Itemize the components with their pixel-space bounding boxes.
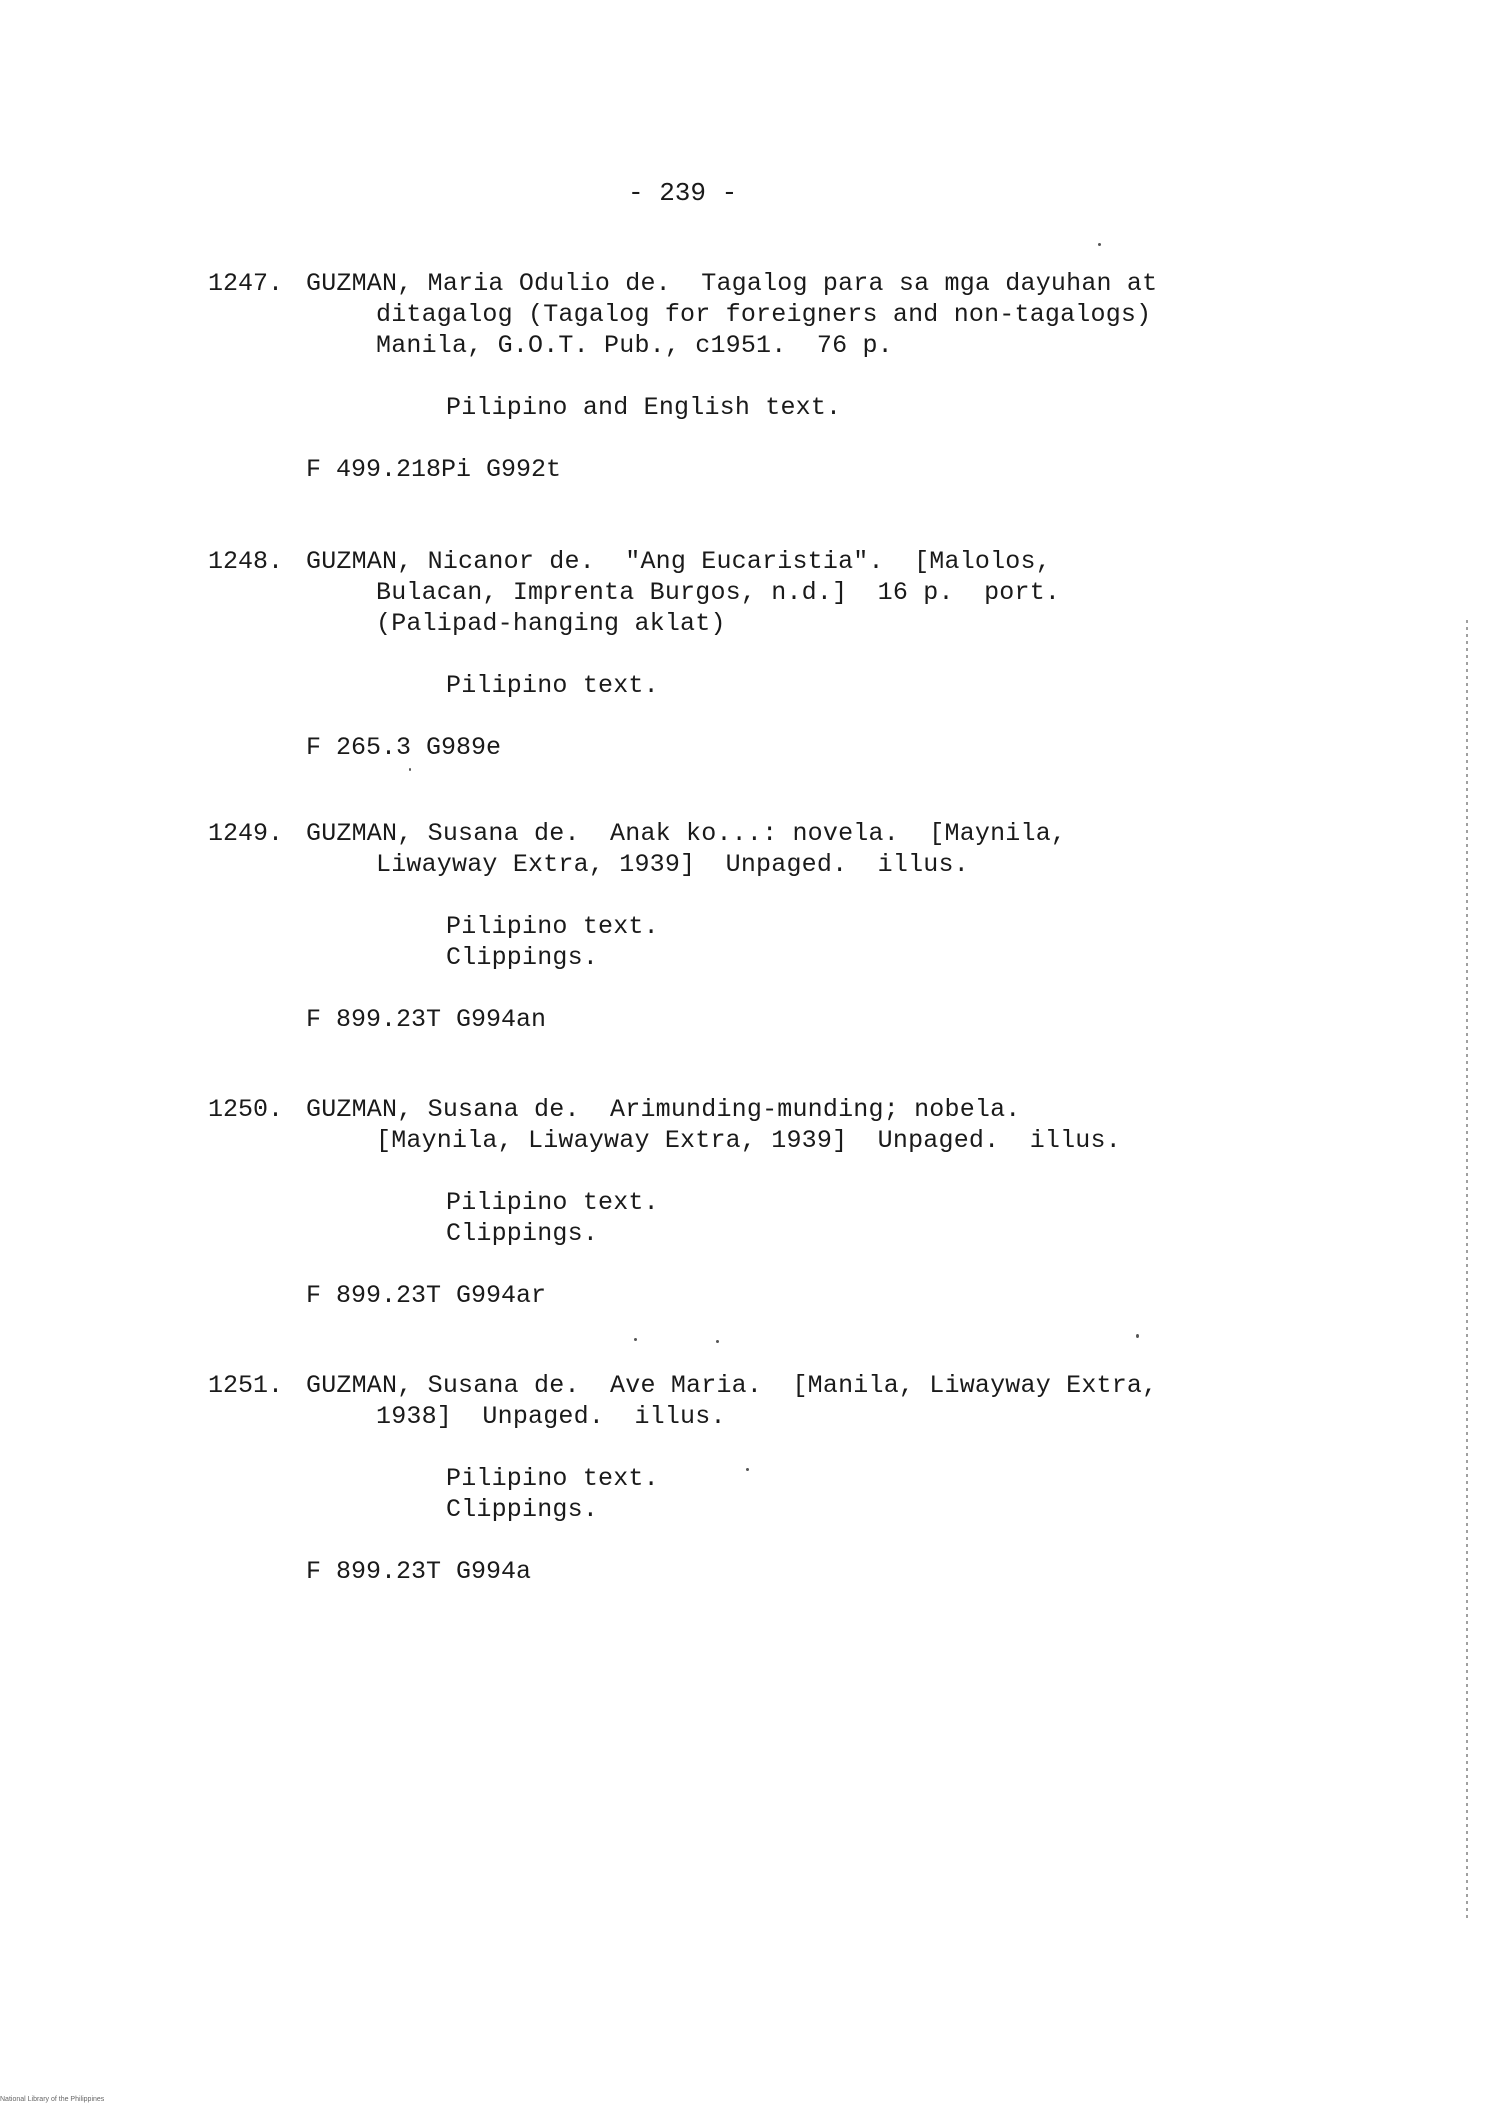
entry-note: Pilipino text. — [446, 1464, 659, 1493]
entry-number: 1250. — [208, 1095, 284, 1124]
call-number: F 899.23T G994a — [306, 1557, 532, 1586]
entry-line: Liwayway Extra, 1939] Unpaged. illus. — [376, 850, 969, 879]
entry-line: GUZMAN, Susana de. Anak ko...: novela. [Maynila, — [306, 819, 1067, 848]
call-number: F 899.23T G994ar — [306, 1281, 547, 1310]
entry-note: Pilipino text. — [446, 912, 659, 941]
scan-speck — [634, 1338, 637, 1341]
entry-line: GUZMAN, Susana de. Arimunding-munding; nobela. — [306, 1095, 1021, 1124]
entry-note: Clippings. — [446, 943, 599, 972]
scan-speck — [409, 768, 411, 771]
entry-line: 1938] Unpaged. illus. — [376, 1402, 726, 1431]
entry-note: Clippings. — [446, 1219, 599, 1248]
entry-number: 1248. — [208, 547, 284, 576]
call-number: F 499.218Pi G992t — [306, 455, 562, 484]
entry-line: ditagalog (Tagalog for foreigners and non-tagalogs) — [376, 300, 1152, 329]
scan-edge-artifact — [1466, 620, 1468, 1920]
page-number: - 239 - — [628, 178, 738, 208]
entry-line: GUZMAN, Nicanor de. "Ang Eucaristia". [Malolos, — [306, 547, 1051, 576]
scan-footer: National Library of the Philippines — [0, 2096, 105, 2103]
entry-line: Bulacan, Imprenta Burgos, n.d.] 16 p. port. — [376, 578, 1061, 607]
entry-line: (Palipad-hanging aklat) — [376, 609, 726, 638]
entry-line: Manila, G.O.T. Pub., c1951. 76 p. — [376, 331, 893, 360]
entry-note: Pilipino text. — [446, 1188, 659, 1217]
entry-note: Pilipino text. — [446, 671, 659, 700]
call-number: F 899.23T G994an — [306, 1005, 547, 1034]
entry-note: Pilipino and English text. — [446, 393, 842, 422]
entry-line: GUZMAN, Maria Odulio de. Tagalog para sa mga dayuhan at — [306, 269, 1158, 298]
entry-note: Clippings. — [446, 1495, 599, 1524]
entry-line: [Maynila, Liwayway Extra, 1939] Unpaged. illus. — [376, 1126, 1121, 1155]
call-number: F 265.3 G989e — [306, 733, 502, 762]
scan-speck — [716, 1340, 719, 1343]
scan-speck — [1136, 1334, 1139, 1338]
scan-speck — [1098, 243, 1101, 246]
entry-number: 1247. — [208, 269, 284, 298]
scan-speck — [746, 1468, 749, 1471]
entry-line: GUZMAN, Susana de. Ave Maria. [Manila, Liwayway Extra, — [306, 1371, 1158, 1400]
entry-number: 1249. — [208, 819, 284, 848]
entry-number: 1251. — [208, 1371, 284, 1400]
